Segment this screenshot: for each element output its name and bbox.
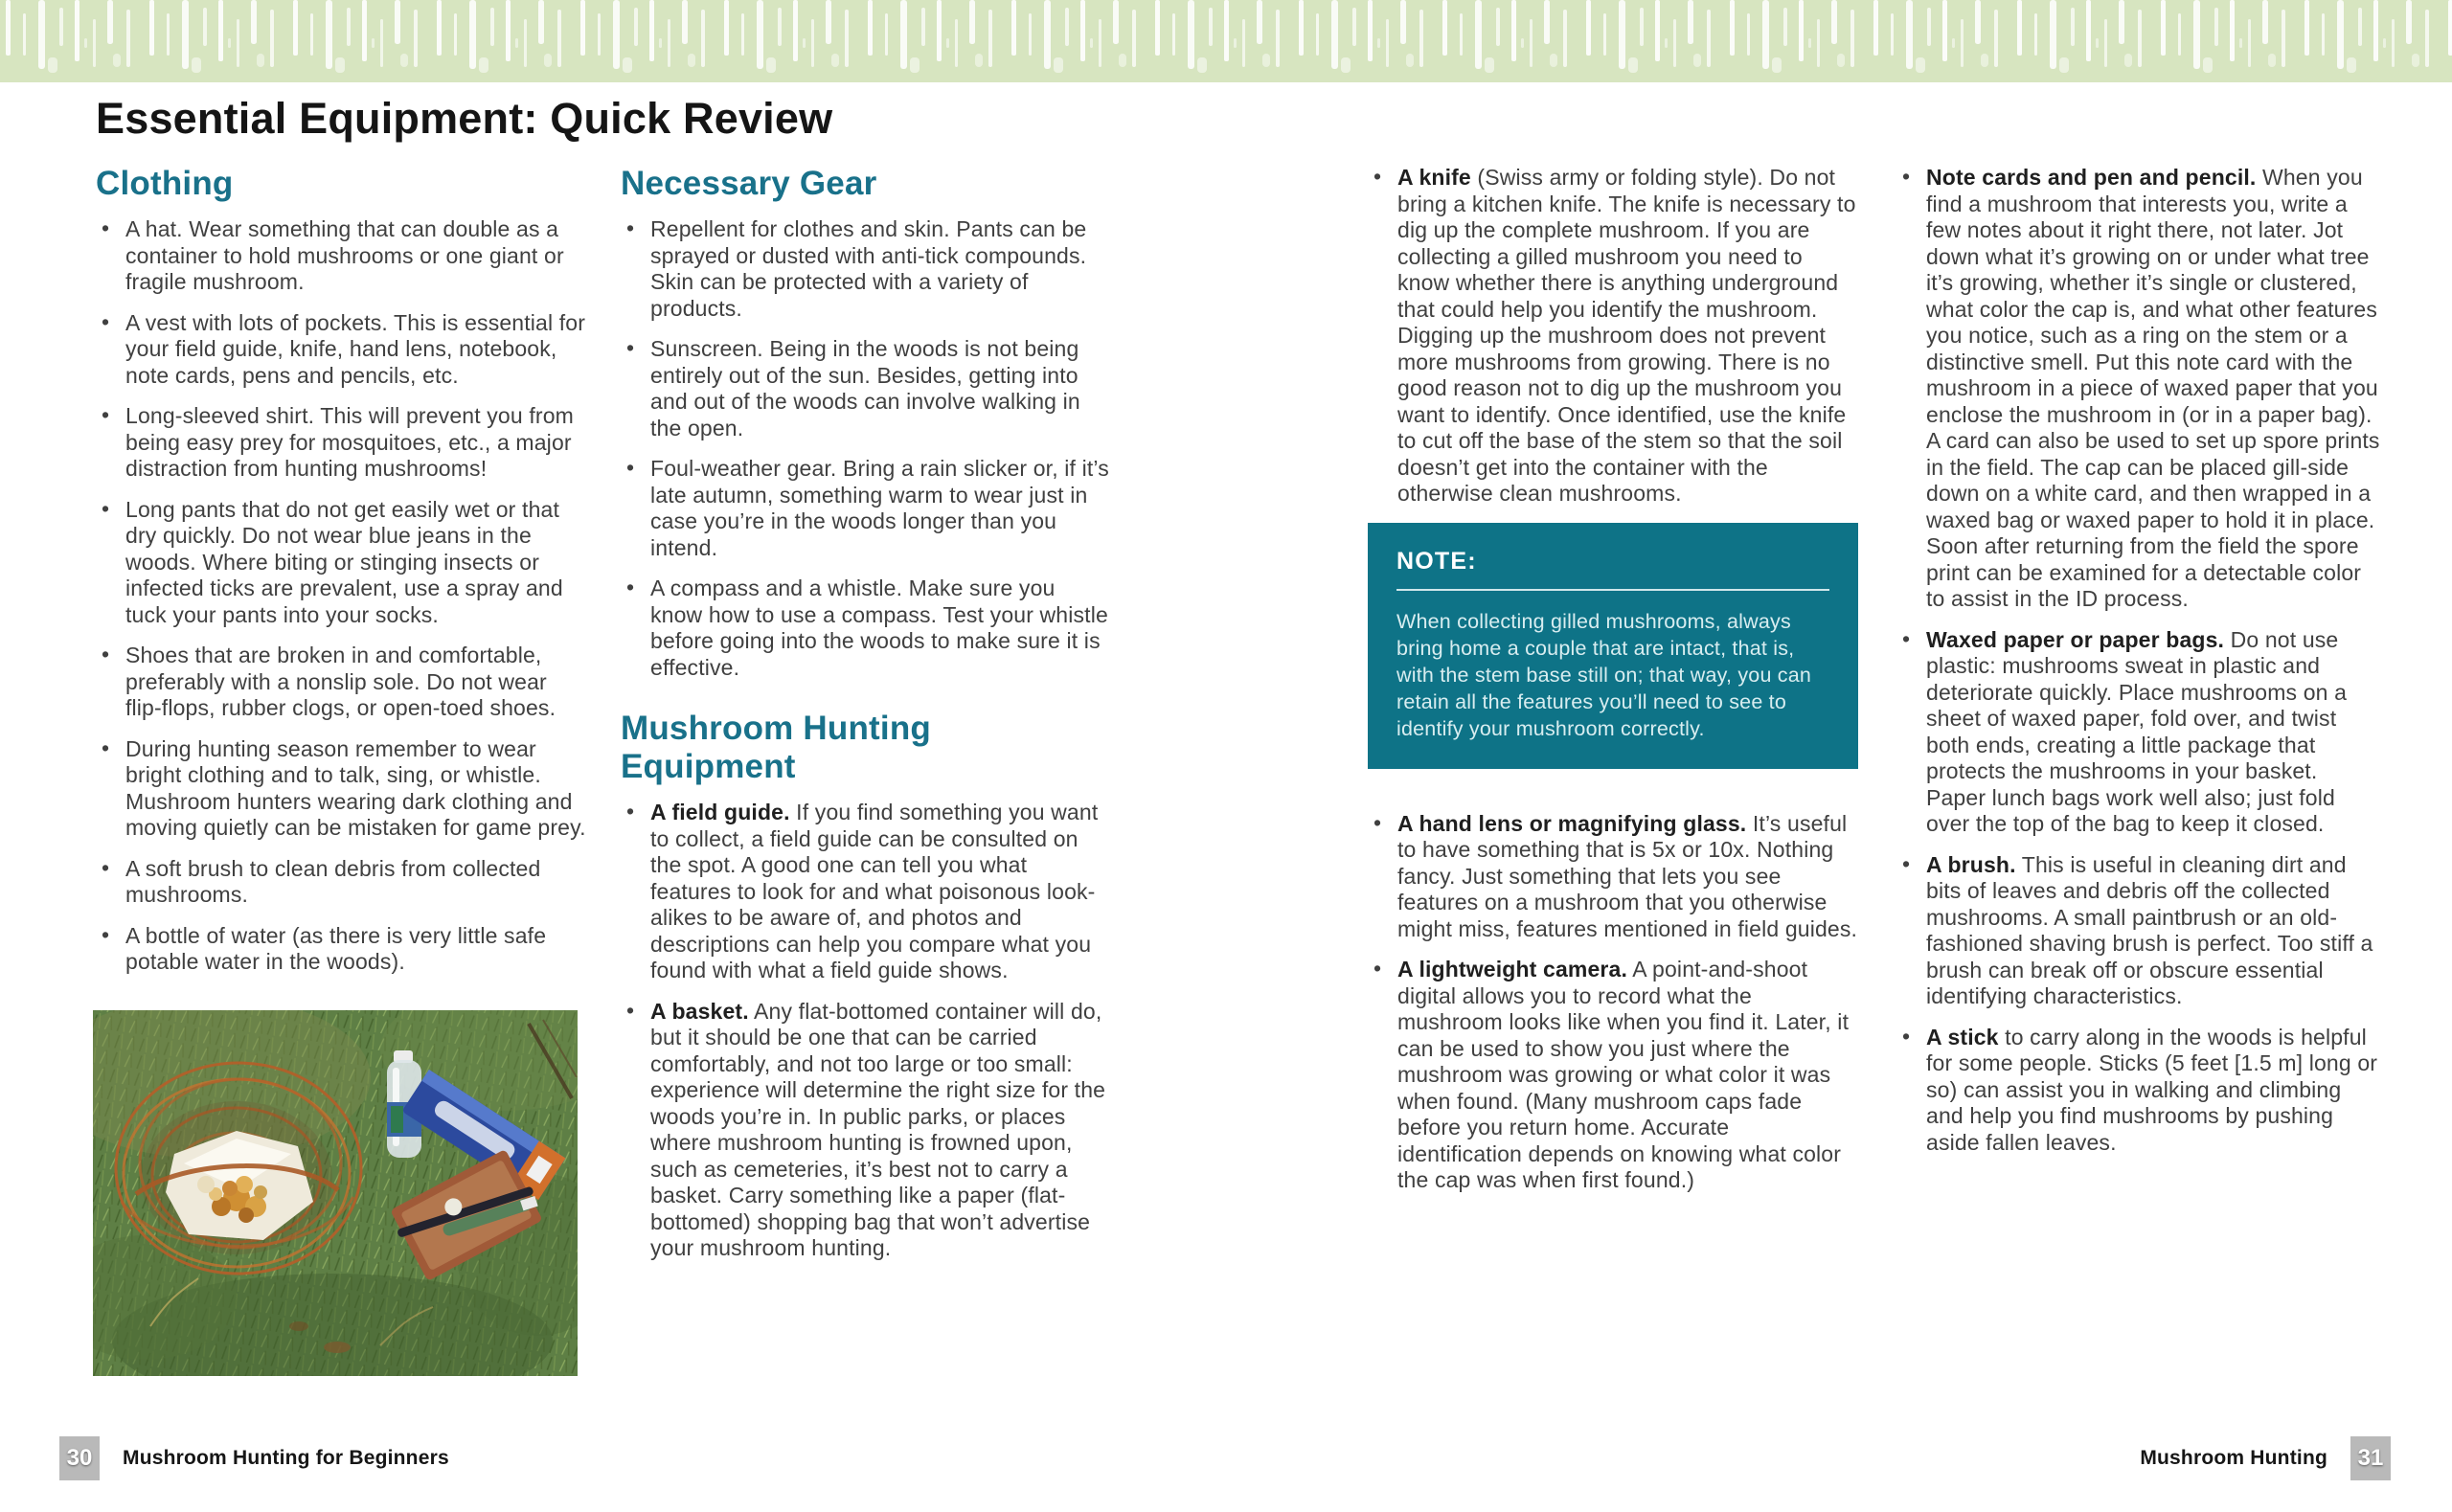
lens-camera-list xyxy=(1368,811,1858,1194)
item-lead: Waxed paper or paper bags. xyxy=(1926,626,2225,652)
footer-right xyxy=(2140,1436,2391,1480)
item-text: A bottle of water (as there is very little safe potable water in the woods). xyxy=(125,922,547,974)
necessary-gear-list xyxy=(621,216,1113,681)
item-text: Long pants that do not get easily wet or that dry quickly. Do not wear blue jeans in the woods. Where biting or stinging insects or infected ticks are prevalent, use a spray and tuck your pants into your socks. xyxy=(125,496,563,627)
list-item xyxy=(621,800,1113,984)
equipment-heading: Mushroom Hunting Equipment xyxy=(621,710,931,785)
item-lead: A lightweight camera. xyxy=(1397,957,1628,982)
list-item xyxy=(1368,165,1858,508)
page-title: Essential Equipment: Quick Review xyxy=(96,94,833,143)
page-number-right: 31 xyxy=(2350,1436,2391,1480)
note-divider xyxy=(1396,589,1829,591)
list-item xyxy=(621,336,1113,441)
item-lead: A hand lens or magnifying glass. xyxy=(1397,810,1747,836)
list-item xyxy=(96,310,588,390)
list-item xyxy=(96,856,588,909)
basket-photo-illustration xyxy=(93,1010,578,1376)
item-lead: A brush. xyxy=(1926,851,2016,877)
item-text: Any flat-bottomed container will do, but it should be one that can be carried comfortably, and not too large or too small: experience will determine the right size for the woods you’re in. In public parks, or places where mushroom hunting is frowned upon, such as cemeteries, it’s best not to carry a basket. Carry something like a paper (flat-bottomed) shopping bag that won’t advertise your mushroom hunting. xyxy=(650,998,1106,1260)
knife-list xyxy=(1368,165,1858,508)
item-text: This is useful in cleaning dirt and bits of leaves and debris off the collected mushrooms. A small paintbrush or an old-fashioned shaving brush is perfect. Too stiff a brush can break off or obscure essential identifying characteristics. xyxy=(1926,851,2373,1008)
list-item xyxy=(1896,165,2383,613)
item-text: Sunscreen. Being in the woods is not being entirely out of the sun. Besides, getting into and out of the woods can involve walking in the open. xyxy=(650,336,1080,440)
item-text: A hat. Wear something that can double as a container to hold mushrooms or one giant or fragile mushroom. xyxy=(125,216,564,294)
item-text: If you find something you want to collect, a field guide can be consulted on the spot. A good one can tell you what features to look for and what poisonous look-alikes to be aware of, and photos and descriptions can help you compare what you found with what a field guide shows. xyxy=(650,800,1099,982)
footer-book-title: Mushroom Hunting for Beginners xyxy=(123,1447,449,1469)
item-text: A vest with lots of pockets. This is essential for your field guide, knife, hand lens, notebook, note cards, pens and pencils, etc. xyxy=(125,309,586,388)
list-item xyxy=(96,923,588,976)
column-knife-note xyxy=(1368,165,1858,1208)
list-item xyxy=(1896,1025,2383,1157)
list-item xyxy=(621,575,1113,681)
item-lead: Note cards and pen and pencil. xyxy=(1926,165,2257,190)
clothing-heading: Clothing xyxy=(96,165,234,202)
item-text: When you find a mushroom that interests you, write a few notes about it right there, not later. Jot down what it’s growing on or under what tree it’s growing, whether it’s single or clustered, what color the cap is, and what other features you notice, such as a ring on the stem or a distinctive smell. Put this note card with the mushroom in a piece of waxed paper that you enclose the mushroom in (or in a paper bag). A card can also be used to set up spore prints in the field. The cap can be placed gill-side down on a white card, and then wrapped in a waxed bag or waxed paper to hold it in place. Soon after returning from the field the spore print can be examined for a detectable color to assist in the ID process. xyxy=(1926,165,2380,611)
list-item xyxy=(621,999,1113,1262)
necessary-gear-heading: Necessary Gear xyxy=(621,165,877,202)
list-item xyxy=(621,456,1113,561)
birch-texture-band xyxy=(0,0,2452,82)
list-item xyxy=(96,403,588,483)
list-item xyxy=(621,216,1113,322)
item-text: A compass and a whistle. Make sure you know how to use a compass. Test your whistle before going into the woods to make sure it is effective. xyxy=(650,575,1108,680)
footer-chapter-title: Mushroom Hunting xyxy=(2140,1447,2327,1469)
column-gear xyxy=(621,165,1113,1276)
item-text: Do not use plastic: mushrooms sweat in plastic and deteriorate quickly. Place mushrooms on a sheet of waxed paper, fold over, and twist both ends, creating a little package that protects the mushrooms in your basket. Paper lunch bags work well also; just fold over the top of the bag to keep it closed. xyxy=(1926,626,2348,836)
item-text: Foul-weather gear. Bring a rain slicker or, if it’s late autumn, something warm to wear just in case you’re in the woods longer than you intend. xyxy=(650,456,1109,560)
equipment-photo xyxy=(93,1010,578,1376)
equipment-list xyxy=(621,800,1113,1262)
footer-left xyxy=(59,1436,449,1480)
birch-texture-icon xyxy=(0,0,2452,82)
clothing-list xyxy=(96,216,588,976)
page-number-left: 30 xyxy=(59,1436,100,1480)
list-item xyxy=(96,643,588,722)
list-item xyxy=(96,736,588,842)
item-text: Shoes that are broken in and comfortable, preferably with a nonslip sole. Do not wear flip-flops, rubber clogs, or open-toed shoes. xyxy=(125,643,556,720)
note-title: NOTE: xyxy=(1396,547,1477,575)
item-text: (Swiss army or folding style). Do not bring a kitchen knife. The knife is necessary to dig up the complete mushroom. If you are collecting a gilled mushroom you need to know whether there is anything underground that could help you identify the mushroom. Digging up the mushroom does not prevent more mushrooms from growing. There is no good reason not to dig up the mushroom you want to identify. Once identified, use the knife to cut off the base of the stem so that the soil doesn’t get into the container with the otherwise clean mushrooms. xyxy=(1397,165,1856,506)
item-text: It’s useful to have something that is 5x or 10x. Nothing fancy. Just something that lets you see features on a mushroom that you otherwise might miss, features mentioned in field guides. xyxy=(1397,810,1858,941)
item-text: Repellent for clothes and skin. Pants can be sprayed or dusted with anti-tick compounds. Skin can be protected with a variety of products. xyxy=(650,216,1087,321)
note-callout-box xyxy=(1368,523,1858,769)
item-text: A point-and-shoot digital allows you to record what the mushroom looks like when you find it. Later, it can be used to show you just where the mushroom was growing or what color it was when found. (Many mushroom caps fade before you return home. Accurate identification depends on knowing what color the cap was when first found.) xyxy=(1397,957,1850,1192)
list-item xyxy=(1896,627,2383,838)
item-text: During hunting season remember to wear bright clothing and to talk, sing, or whistle. Mushroom hunters wearing dark clothing and moving quietly can be mistaken for game prey. xyxy=(125,735,586,840)
notecards-list xyxy=(1896,165,2383,1156)
item-lead: A stick xyxy=(1926,1024,1999,1049)
list-item xyxy=(96,216,588,296)
column-clothing xyxy=(96,165,588,990)
list-item xyxy=(96,497,588,629)
note-body: When collecting gilled mushrooms, always bring home a couple that are intact, that is, with the stem base still on; that way, you can retain all the features you’ll need to see to identify your mushroom correctly. xyxy=(1396,609,1812,740)
list-item xyxy=(1368,811,1858,943)
item-lead: A knife xyxy=(1397,165,1471,190)
item-lead: A basket. xyxy=(650,998,749,1024)
item-lead: A field guide. xyxy=(650,800,790,824)
item-text: Long-sleeved shirt. This will prevent you from being easy prey for mosquitoes, etc., a major distraction from hunting mushrooms! xyxy=(125,403,574,481)
list-item xyxy=(1896,852,2383,1010)
list-item xyxy=(1368,957,1858,1194)
item-text: to carry along in the woods is helpful for some people. Sticks (5 feet [1.5 m] long or so) can assist you in walking and climbing and help you find mushrooms by pushing aside fallen leaves. xyxy=(1926,1024,2378,1155)
column-notecards xyxy=(1896,165,2383,1170)
item-text: A soft brush to clean debris from collected mushrooms. xyxy=(125,855,541,907)
